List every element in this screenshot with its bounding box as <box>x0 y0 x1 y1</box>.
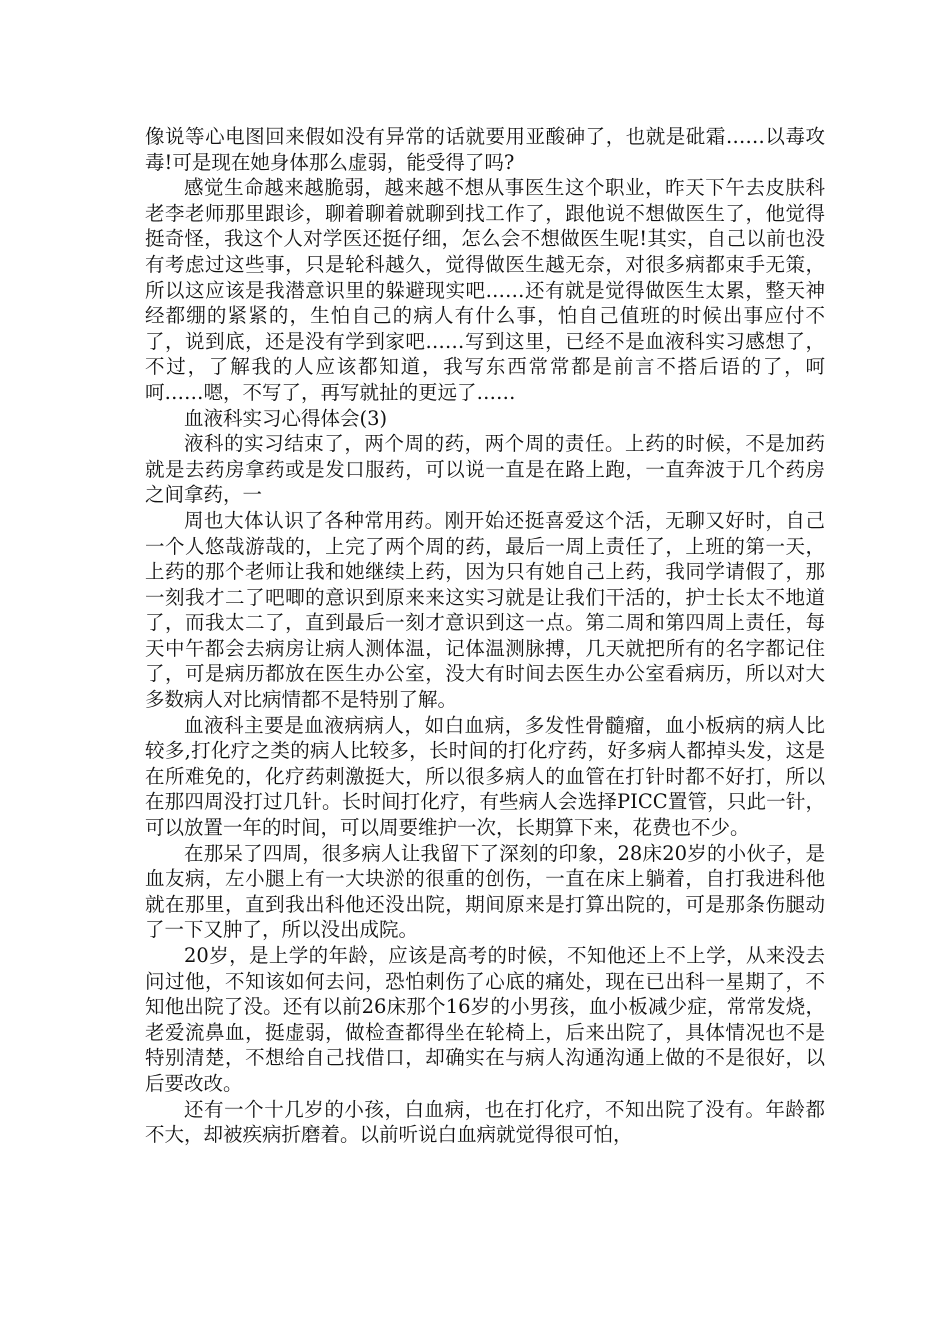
document-page <box>145 124 825 1148</box>
paragraph-2: 感觉生命越来越脆弱，越来越不想从事医生这个职业，昨天下午去皮肤科老李老师那里跟诊，聊着聊着就聊到找工作了，跟他说不想做医生了，他觉得挺奇怪，我这个人对学医还挺仔细，怎么会不想做医生呢!其实，自己以前也没有考虑过这些事，只是轮科越久，觉得做医生越无奈，对很多病都束手无策，所以这应该是我潜意识里的躲避现实吧……还有就是觉得做医生太累，整天神经都绷的紧紧的，生怕自己的病人有什么事，怕自己值班的时候出事应付不了，说到底，还是没有学到家吧……写到这里，已经不是血液科实习感想了，不过，了解我的人应该都知道，我写东西常常都是前言不搭后语的了，呵呵……嗯，不写了，再写就扯的更远了…… <box>145 176 825 404</box>
paragraph-1: 像说等心电图回来假如没有异常的话就要用亚酸砷了，也就是砒霜……以毒攻毒!可是现在她身体那么虚弱，能受得了吗? <box>145 125 825 174</box>
paragraph-4: 液科的实习结束了，两个周的药，两个周的责任。上药的时候，不是加药就是去药房拿药或是发口服药，可以说一直是在路上跑，一直奔波于几个药房之间拿药，一 <box>145 432 825 507</box>
paragraph-9: 还有一个十几岁的小孩，白血病，也在打化疗，不知出院了没有。年龄都不大，却被疾病折磨着。以前听说白血病就觉得很可怕， <box>145 1097 825 1147</box>
section-heading: 血液科实习心得体会(3) <box>184 406 388 430</box>
paragraph-7: 在那呆了四周，很多病人让我留下了深刻的印象，28床20岁的小伙子，是血友病，左小腿上有一大块淤的很重的创伤，一直在床上躺着，自打我进科他就在那里，直到我出科他还没出院，期间原来是打算出院的，可是那条伤腿动了一下又肿了，所以没出成院。 <box>145 841 825 942</box>
paragraph-6: 血液科主要是血液病病人，如白血病，多发性骨髓瘤，血小板病的病人比较多,打化疗之类的病人比较多，长时间的打化疗药，好多病人都掉头发，这是在所难免的，化疗药刺激挺大，所以很多病人的血管在打针时都不好打，所以在那四周没打过几针。长时间打化疗，有些病人会选择PICC置管，只此一针，可以放置一年的时间，可以周要维护一次，长期算下来，花费也不少。 <box>145 713 825 840</box>
paragraph-8: 20岁，是上学的年龄，应该是高考的时候，不知他还上不上学，从来没去问过他，不知该如何去问，恐怕刺伤了心底的痛处，现在已出科一星期了，不知他出院了没。还有以前26床那个16岁的小男孩，血小板减少症，常常发烧，老爱流鼻血，挺虚弱，做检查都得坐在轮椅上，后来出院了，具体情况也不是特别清楚，不想给自己找借口，却确实在与病人沟通沟通上做的不是很好，以后要改改。 <box>145 944 825 1095</box>
paragraph-5: 周也大体认识了各种常用药。刚开始还挺喜爱这个活，无聊又好时，自己一个人悠哉游哉的，上完了两个周的药，最后一周上责任了，上班的第一天，上药的那个老师让我和她继续上药，因为只有她自己上药，我同学请假了，那一刻我才二了吧唧的意识到原来来这实习就是让我们干活的，护士长太不地道了，而我太二了，直到最后一刻才意识到这一点。第二周和第四周上责任，每天中午都会去病房让病人测体温，记体温测脉搏，几天就把所有的名字都记住了，可是病历都放在医生办公室，没大有时间去医生办公室看病历，所以对大多数病人对比病情都不是特别了解。 <box>145 508 825 712</box>
